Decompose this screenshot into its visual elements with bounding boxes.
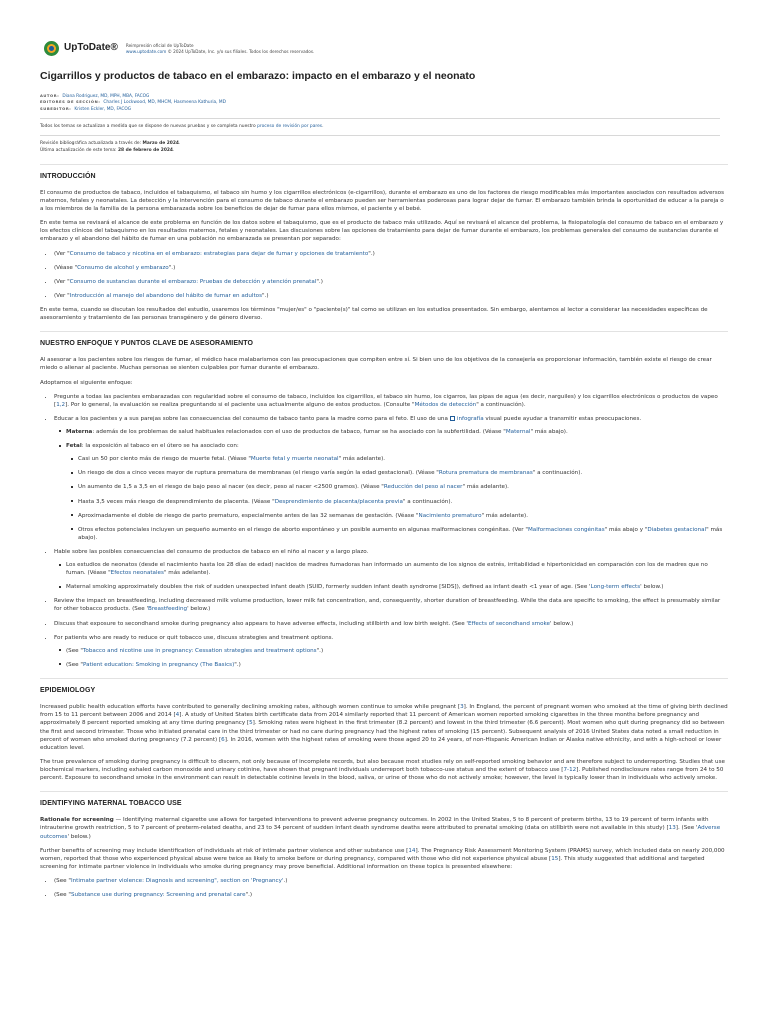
last-updated-date: Última actualización de este tema: 28 de febrero de 2024. (40, 148, 175, 154)
fetal-sublist (66, 455, 728, 542)
list-item (54, 250, 728, 258)
topic-link[interactable]: Introducción al manejo del abandono del hábito de fumar en adultos (69, 292, 262, 299)
section-link[interactable]: Rotura prematura de membranas (438, 470, 533, 477)
link-suffix: ".) (316, 278, 323, 285)
text: ]. The Pregnancy Risk Assessment Monitoring System (PRAMS) survey, which included data on nearly 200,000 women, reported that those who experienced physical abuse were twice as likely to smoke before or during pregnancy, compared with those who did not experience physical abuse [ (40, 847, 725, 862)
reference-link[interactable]: 15 (551, 855, 559, 862)
link-prefix: (Ver " (54, 292, 70, 299)
paragraph (40, 703, 728, 752)
item-text: ' below.) (550, 620, 574, 627)
list-item (54, 597, 728, 613)
deputy-link[interactable]: Kristen Eckler, MD, FACOG (74, 106, 132, 112)
uptodate-logo (44, 41, 118, 56)
section-divider (40, 678, 728, 679)
text: ]. In 2016, women with the highest rates of smoking were those aged 20 to 24 years, of non-Hispanic American Indian or Alaska native ethnicity, and with a high-school or lower education level. (40, 736, 722, 751)
reference-link[interactable]: 14 (408, 847, 416, 854)
list-item (54, 548, 728, 591)
paragraph (40, 758, 728, 782)
consequences-sublist (54, 428, 728, 542)
reprint-notice (126, 43, 315, 55)
paragraph: El consumo de productos de tabaco, incluidos el tabaquismo, el tabaco sin humo y los cigarrillos electrónicos (e-cigarrillos), durante el embarazo es uno de los factores de riesgo modificables más importantes asociados con resultados adversos maternos, fetales y neonatales. La detección y la intervención para el consumo de tabaco durante el embarazo pueden ser herramientas poderosas para lograr dejar de fumar. El embarazo también brinda la oportunidad de educar a la pareja o a los miembros de la familia de la persona embarazada sobre los beneficios de dejar de fumar para ellos mismos, el paciente y el bebé. (40, 189, 724, 213)
item-text: Otros efectos potenciales incluyen un pequeño aumento en el riesgo de aborto espontáneo y un posible aumento en algunas malformaciones congénitas. (Ver " (78, 526, 528, 533)
text: ]. Smoking rates were highest in the first trimester (8.2 percent) and lowest in the third trimester (6.6 percent). Most women who quit during pregnancy did so between the first and second trimester. Those who initiated prenatal care in the third trimester or had no care during pregnancy had the highest rates of smoking (15 percent). Subsequent analysis of 2016 United States data noted a small reduction in percent of women who smoked during pregnancy (7.2 percent) [ (40, 720, 725, 743)
text: ]. A study of United States birth certificate data from 2014 similarly reported that 11 percent of American women reported smoking cigarettes in the three months before pregnancy and approximately 8 percent reported smoking at any time during pregnancy [ (40, 712, 700, 727)
list-item (66, 561, 728, 577)
item-text: " más adelante). (163, 570, 211, 577)
text: ]. This study suggested that additional and targeted screening for intimate partner violence in individuals who smoke during pregnancy may prove beneficial. Additional information on these topics is presented elsewhere: (40, 855, 705, 870)
copyright-text: © 2024 UpToDate, Inc. y/o sus filiales. Todos los derechos reservados. (166, 48, 315, 54)
topic-link[interactable]: Tobacco and nicotine use in pregnancy: Cessation strategies and treatment options (82, 647, 317, 654)
list-item (54, 891, 728, 899)
reference-link[interactable]: 4 (175, 712, 180, 719)
item-text: " más adelante). (338, 456, 386, 463)
link-suffix: .) (283, 877, 288, 884)
link-prefix: (Véase " (54, 264, 78, 271)
child-consequences-sublist (54, 561, 728, 591)
text: Increased public health education efforts have contributed to generally declining smoking rates, although women continue to smoke while pregnant [ (40, 704, 461, 711)
text: ]. (See ' (675, 825, 698, 832)
topic-link[interactable]: Consumo de tabaco y nicotina en el embarazo: estrategias para dejar de fumar y opciones de tratamiento (69, 250, 369, 257)
author-key: AUTOR: (40, 94, 60, 99)
reference-link[interactable]: 13 (668, 825, 676, 832)
item-label: Fetal (66, 443, 82, 450)
list-item (66, 583, 728, 591)
section-link[interactable]: Maternal (505, 428, 531, 435)
link-suffix: ".) (262, 292, 269, 299)
date-value: Marzo de 2024 (142, 141, 179, 147)
logo-text: UpToDate® (64, 42, 118, 54)
reference-link[interactable]: 7-12 (563, 766, 577, 773)
item-text: visual puede ayudar a transmitir estas preocupaciones. (483, 415, 642, 422)
text: ]. Published nondisclosure rates range from 24 to 50 percent. Exposure to secondhand smoke in the environment can result in detectable cotinine levels in the blood, saliva, or urine of those who do not actively smoke; however, the level is typically lower than in individuals who actively smoke. (40, 766, 724, 782)
text: — Identifying maternal cigarette use allows for targeted interventions to prevent adverse pregnancy outcomes. In 2002 in the United States, 5 to 8 percent of preterm births, 13 to 19 percent of term infants with intrauterine growth restriction, 5 to 7 percent of preterm-related deaths, and 23 to 34 percent of sudden infant death syndrome deaths were attributed to prenatal smoking (data on stillbirth were not available in this study) [ (40, 817, 709, 832)
text: ]. In England, the percent of pregnant women who smoked at the time of giving birth declined from 15 to 11 percent between 2006 and 2014 [ (40, 704, 728, 719)
text: The true prevalence of smoking during pregnancy is difficult to discern, not only because of incomplete records, but also because most studies rely on self-reported smoking behavior and are therefore subject to underreporting. Studies that use biochemical markers, including exhaled carbon monoxide and urinary cotinine, have shown that pregnant individuals underreport both tobacco-use status and the extent of tobacco use [ (40, 758, 725, 773)
item-text: Hasta 3,5 veces más riesgo de desprendimiento de placenta. (Véase " (78, 498, 275, 505)
related-links-list (40, 250, 728, 300)
link-suffix: ".) (245, 892, 253, 899)
list-item (78, 469, 728, 477)
list-item (54, 264, 728, 272)
item-text: Un riesgo de dos a cinco veces mayor de ruptura prematura de membranas (el riesgo varía según la edad gestacional). (Véase " (78, 470, 439, 477)
section-link[interactable]: Long-term effects (590, 584, 641, 591)
link-prefix: (See " (66, 647, 83, 654)
link-suffix: ".) (316, 647, 324, 654)
list-item (78, 498, 728, 506)
paragraph: En este tema, cuando se discutan los resultados del estudio, usaremos los términos "mujer/es" o "paciente(s)" tal como se utilizan en los estudios presentados. Sin embargo, alentamos al lector a considerar las necesidades específicas de asesoramiento y tratamiento de las personas transgénero y de género diverso. (40, 306, 708, 322)
section-link[interactable]: Desprendimiento de placenta/placenta previa (274, 498, 403, 505)
section-link[interactable]: Adverse outcomes (40, 825, 721, 840)
list-item (54, 620, 728, 628)
related-links-list (40, 877, 728, 899)
list-item (66, 442, 728, 542)
paragraph: Al asesorar a los pacientes sobre los riesgos de fumar, el médico hace malabarismos con las preocupaciones que compiten entre sí. Si bien uno de los objetivos de la consejería es proporcionar información, también existe el riesgo de crear miedo o alienar al paciente. Muchas personas se sienten culpables por fumar durante el embarazo. (40, 357, 712, 372)
review-note-end: . (322, 123, 324, 129)
item-text: Maternal smoking approximately doubles the risk of sudden unexpected infant death (SUID, formerly sudden infant death syndrome [SIDS]), defined as infant death <1 year of age. (See ' (66, 584, 591, 591)
section-link[interactable]: Reducción del peso al nacer (383, 484, 463, 491)
item-label: Materna (66, 428, 93, 435)
text: ' below.) (67, 833, 91, 840)
item-text: Discuss that exposure to secondhand smoke during pregnancy also appears to have adverse effects, including stillbirth and low birth weight. (See ' (54, 620, 468, 627)
item-text: " más abajo). (78, 526, 723, 541)
link-suffix: ".) (168, 264, 176, 271)
topic-link[interactable]: Consumo de sustancias durante el embarazo: Pruebas de detección y atención prenatal (69, 278, 317, 285)
author-link[interactable]: Diana Rodriguez, MD, MPH, MBA, FACOG (62, 94, 150, 100)
section-heading-epidemiology: EPIDEMIOLOGY (40, 687, 96, 695)
peer-review-link[interactable]: proceso de revisión por pares (257, 123, 323, 129)
list-item (78, 483, 728, 491)
item-text: " más abajo). (530, 428, 568, 435)
item-text: " más abajo y " (604, 526, 648, 533)
list-item (54, 393, 728, 409)
literature-review-date: Revisión bibliográfica actualizada a través de: Marzo de 2024. (40, 141, 181, 147)
infographic-link[interactable]: infografía (456, 415, 484, 422)
date-label: Última actualización de este tema: (40, 148, 118, 154)
item-text: Review the impact on breastfeeding, including decreased milk volume production, lower milk fat concentration, and, consequently, shorter duration of breastfeeding. While the data are specific to smoking, the effect is presumably similar for other tobacco products. (See ' (54, 598, 721, 613)
section-divider (40, 791, 728, 792)
link-prefix: (See " (54, 892, 71, 899)
list-item (66, 661, 728, 669)
topic-link[interactable]: Substance use during pregnancy: Screening and prenatal care (70, 892, 246, 899)
paragraph (40, 816, 728, 840)
section-link[interactable]: Breastfeeding (148, 606, 188, 613)
section-link[interactable]: Efectos neonatales (110, 570, 164, 577)
item-text: ]. Por lo general, la evaluación se realiza preguntando si el paciente usa actualmente alguno de estos productos. (Consulte " (65, 401, 415, 408)
cessation-sublist (54, 647, 728, 669)
item-text: Aproximadamente el doble de riesgo de parto prematuro, especialmente antes de las 32 semanas de gestación. (Véase " (78, 512, 419, 519)
item-text: Educar a los pacientes y a sus parejas sobre las consecuencias del consumo de tabaco tanto para la madre como para el feto. El uso de una (54, 415, 448, 422)
topic-link[interactable]: Intimate partner violence: Diagnosis and screening", section on 'Pregnancy' (70, 877, 284, 884)
section-heading-enfoque: NUESTRO ENFOQUE Y PUNTOS CLAVE DE ASESORAMIENTO (40, 340, 254, 348)
section-link[interactable]: Effects of secondhand smoke (467, 620, 550, 627)
item-text: " a continuación). (402, 498, 453, 505)
list-item (54, 415, 728, 542)
item-text: Casi un 50 por ciento más de riesgo de muerte fetal. (Véase " (78, 456, 251, 463)
deputy-key: SUBEDITOR: (40, 106, 72, 111)
list-item (54, 278, 728, 286)
editors-key: EDITORES DE SECCIÓN: (40, 100, 101, 105)
reference-link[interactable]: 5 (249, 720, 253, 727)
link-prefix: (Ver " (54, 250, 70, 257)
item-text: " a continuación). (532, 470, 583, 477)
copyright-line (126, 49, 315, 55)
article-title: Cigarrillos y productos de tabaco en el embarazo: impacto en el embarazo y el neonato (40, 70, 476, 82)
list-item (66, 647, 728, 655)
item-text: ' below.) (187, 606, 211, 613)
list-item (54, 292, 728, 300)
divider (40, 135, 720, 136)
item-text: Un aumento de 1,5 a 3,5 en el riesgo de bajo peso al nacer (es decir, peso al nacer <2500 gramos). (Véase " (78, 484, 384, 491)
link-suffix: ".) (368, 250, 375, 257)
list-item (54, 634, 728, 669)
graphic-icon (450, 416, 455, 421)
uptodate-logo-icon (44, 41, 59, 56)
topic-link[interactable]: Consumo de alcohol y embarazo (77, 264, 169, 271)
section-divider (40, 331, 728, 332)
item-text: Pregunte a todas las pacientes embarazadas con regularidad sobre el consumo de tabaco, incluidos los cigarrillos, el tabaco sin humo, los cigarros, las pipas de agua (es decir, narguiles) y los cigarrillos electrónicos o productos de vapeo [ (54, 393, 718, 408)
subheading: Rationale for screening (40, 817, 114, 824)
section-heading-introduccion: INTRODUCCIÓN (40, 172, 96, 180)
divider (40, 118, 720, 119)
link-prefix: (Ver " (54, 278, 70, 285)
reference-link[interactable]: 1,2 (56, 401, 66, 408)
section-link[interactable]: Diabetes gestacional (647, 526, 707, 533)
link-suffix: ".) (234, 661, 241, 668)
item-text: ' below.) (640, 584, 664, 591)
section-link[interactable]: Malformaciones congénitas (527, 526, 605, 533)
item-text: " más adelante). (462, 484, 509, 491)
editors-link[interactable]: Charles J Lockwood, MD, MHCM, Hasmeena Kathuria, MD (103, 100, 226, 106)
section-link[interactable]: Métodos de detección (414, 401, 477, 408)
topic-link[interactable]: Patient education: Smoking in pregnancy (The Basics) (82, 661, 235, 668)
link-prefix: (See " (54, 877, 71, 884)
item-text: : además de los problemas de salud habituales relacionados con el uso de productos de tabaco, fumar se ha asociado con la subfertilidad. (Véase " (92, 428, 506, 435)
list-item (54, 877, 728, 885)
paragraph: Adoptamos el siguiente enfoque: (40, 379, 133, 386)
item-text: Hable sobre las posibles consecuencias del consumo de productos de tabaco en el niño al nacer y a largo plazo. (54, 548, 369, 555)
section-link[interactable]: Nacimiento prematuro (418, 512, 482, 519)
list-item (78, 512, 728, 520)
item-text: For patients who are ready to reduce or quit tobacco use, discuss strategies and treatment options. (54, 634, 334, 641)
section-divider (40, 164, 728, 165)
item-text: " más adelante). (481, 512, 528, 519)
reference-link[interactable]: 6 (221, 736, 225, 743)
paragraph: En este tema se revisará el alcance de este problema en función de los datos sobre el tabaquismo, que es el producto de tabaco más utilizado. Aquí se revisará el alcance del problema, la fisiopatología del consumo de tabaco en el embarazo y los efectos clínicos del tabaquismo en los resultados maternos, fetales y neonatales. Las discusiones sobre las opciones de tratamiento para dejar de fumar durante el embarazo, los problemas generales del consumo de sustancias durante el embarazo y el abandono del hábito de fumar en una población no embarazada se presentan por separado: (40, 220, 724, 243)
reprint-line: Reimpresión oficial de UpToDate (125, 42, 194, 48)
deputy-row (40, 107, 728, 113)
section-heading-identifying: IDENTIFYING MATERNAL TOBACCO USE (40, 800, 182, 808)
date-value: 28 de febrero de 2024 (117, 148, 173, 154)
date-label: Revisión bibliográfica actualizada a través de: (40, 141, 143, 147)
item-text: " a continuación). (476, 401, 526, 408)
link-prefix: (See " (66, 661, 83, 668)
text: Further benefits of screening may include identification of individuals at risk of intimate partner violence and other substance use [ (40, 847, 409, 854)
reference-link[interactable]: 3 (460, 704, 464, 711)
section-link[interactable]: Muerte fetal y muerte neonatal (250, 456, 339, 463)
review-note (40, 124, 728, 131)
item-text: Los estudios de neonatos (desde el nacimiento hasta los 28 días de edad) nacidos de madres fumadoras han informado un aumento de los signos de estrés, irritabilidad e hipertonicidad en comparación con los de madres que no fuman. (Véase " (66, 562, 708, 577)
list-item (78, 455, 728, 463)
review-note-text: Todos los temas se actualizan a medida que se dispone de nuevas pruebas y se completa nuestro (40, 123, 258, 129)
paragraph (40, 847, 728, 871)
approach-list (40, 393, 728, 669)
list-item (66, 428, 728, 436)
list-item (78, 526, 728, 542)
header (44, 40, 728, 57)
uptodate-link[interactable]: www.uptodate.com (125, 48, 167, 54)
item-text: : la exposición al tabaco en el útero se ha asociado con: (81, 443, 239, 450)
